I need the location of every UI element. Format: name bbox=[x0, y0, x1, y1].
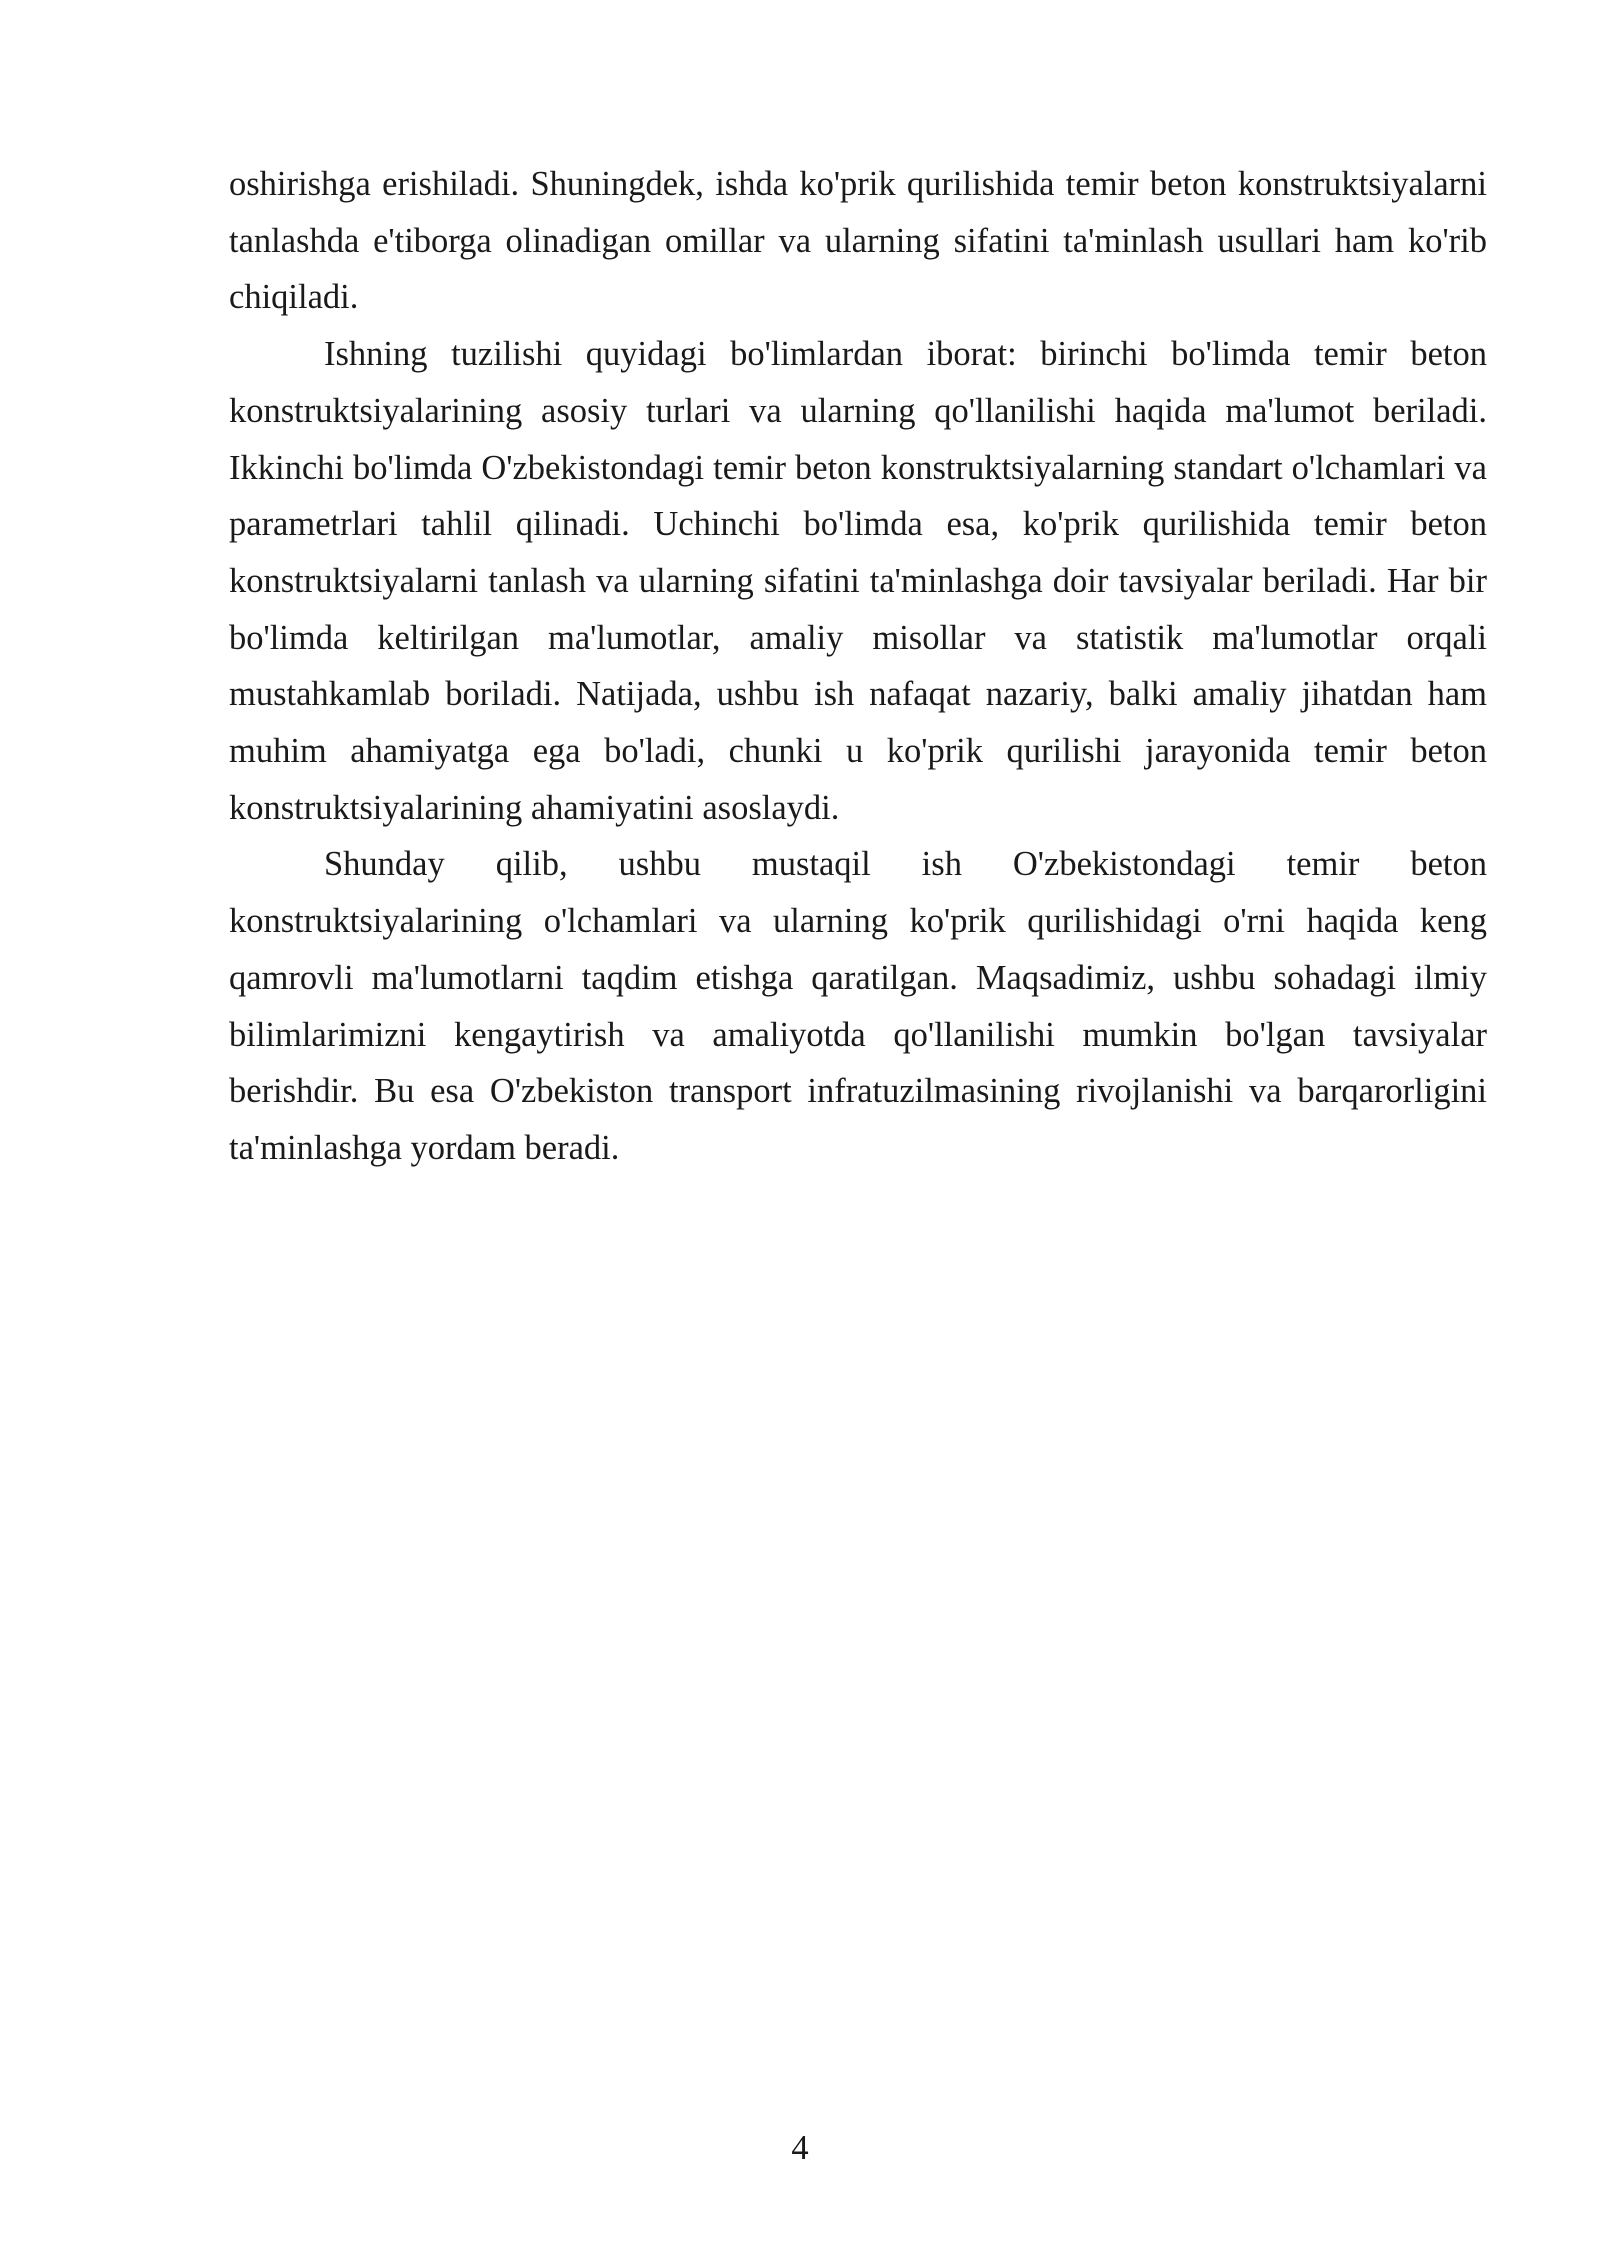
page-number: 4 bbox=[791, 2129, 809, 2167]
body-text bbox=[229, 156, 1487, 1177]
paragraph-continuation: oshirishga erishiladi. Shuningdek, ishda ko'prik qurilishida temir beton konstruktsiyalarni tanlashda e'tiborga olinadigan omillar va ularning sifatini ta'minlash usullari ham ko'rib chiqiladi. bbox=[229, 165, 1487, 317]
paragraph-structure: Ishning tuzilishi quyidagi bo'limlardan iborat: birinchi bo'limda temir beton konstruktsiyalarining asosiy turlari va ularning qo'llanilishi haqida ma'lumot beriladi. Ikkinchi bo'limda O'zbekistondagi temir beton konstruktsiyalarning standart o'lchamlari va parametrlari tahlil qilinadi. Uchinchi bo'limda esa, ko'prik qurilishida temir beton konstruktsiyalarni tanlash va ularning sifatini ta'minlashga doir tavsiyalar beriladi. Har bir bo'limda keltirilgan ma'lumotlar, amaliy misollar va statistik ma'lumotlar orqali mustahkamlab boriladi. Natijada, ushbu ish nafaqat nazariy, balki amaliy jihatdan ham muhim ahamiyatga ega bo'ladi, chunki u ko'prik qurilishi jarayonida temir beton konstruktsiyalarining ahamiyatini asoslaydi. bbox=[229, 335, 1487, 827]
paragraph-conclusion: Shunday qilib, ushbu mustaqil ish O'zbekistondagi temir beton konstruktsiyalarining o'lchamlari va ularning ko'prik qurilishidagi o'rni haqida keng qamrovli ma'lumotlarni taqdim etishga qaratilgan. Maqsadimiz, ushbu sohadagi ilmiy bilimlarimizni kengaytirish va amaliyotda qo'llanilishi mumkin bo'lgan tavsiyalar berishdir. Bu esa O'zbekiston transport infratuzilmasining rivojlanishi va barqarorligini ta'minlashga yordam beradi. bbox=[229, 845, 1487, 1167]
